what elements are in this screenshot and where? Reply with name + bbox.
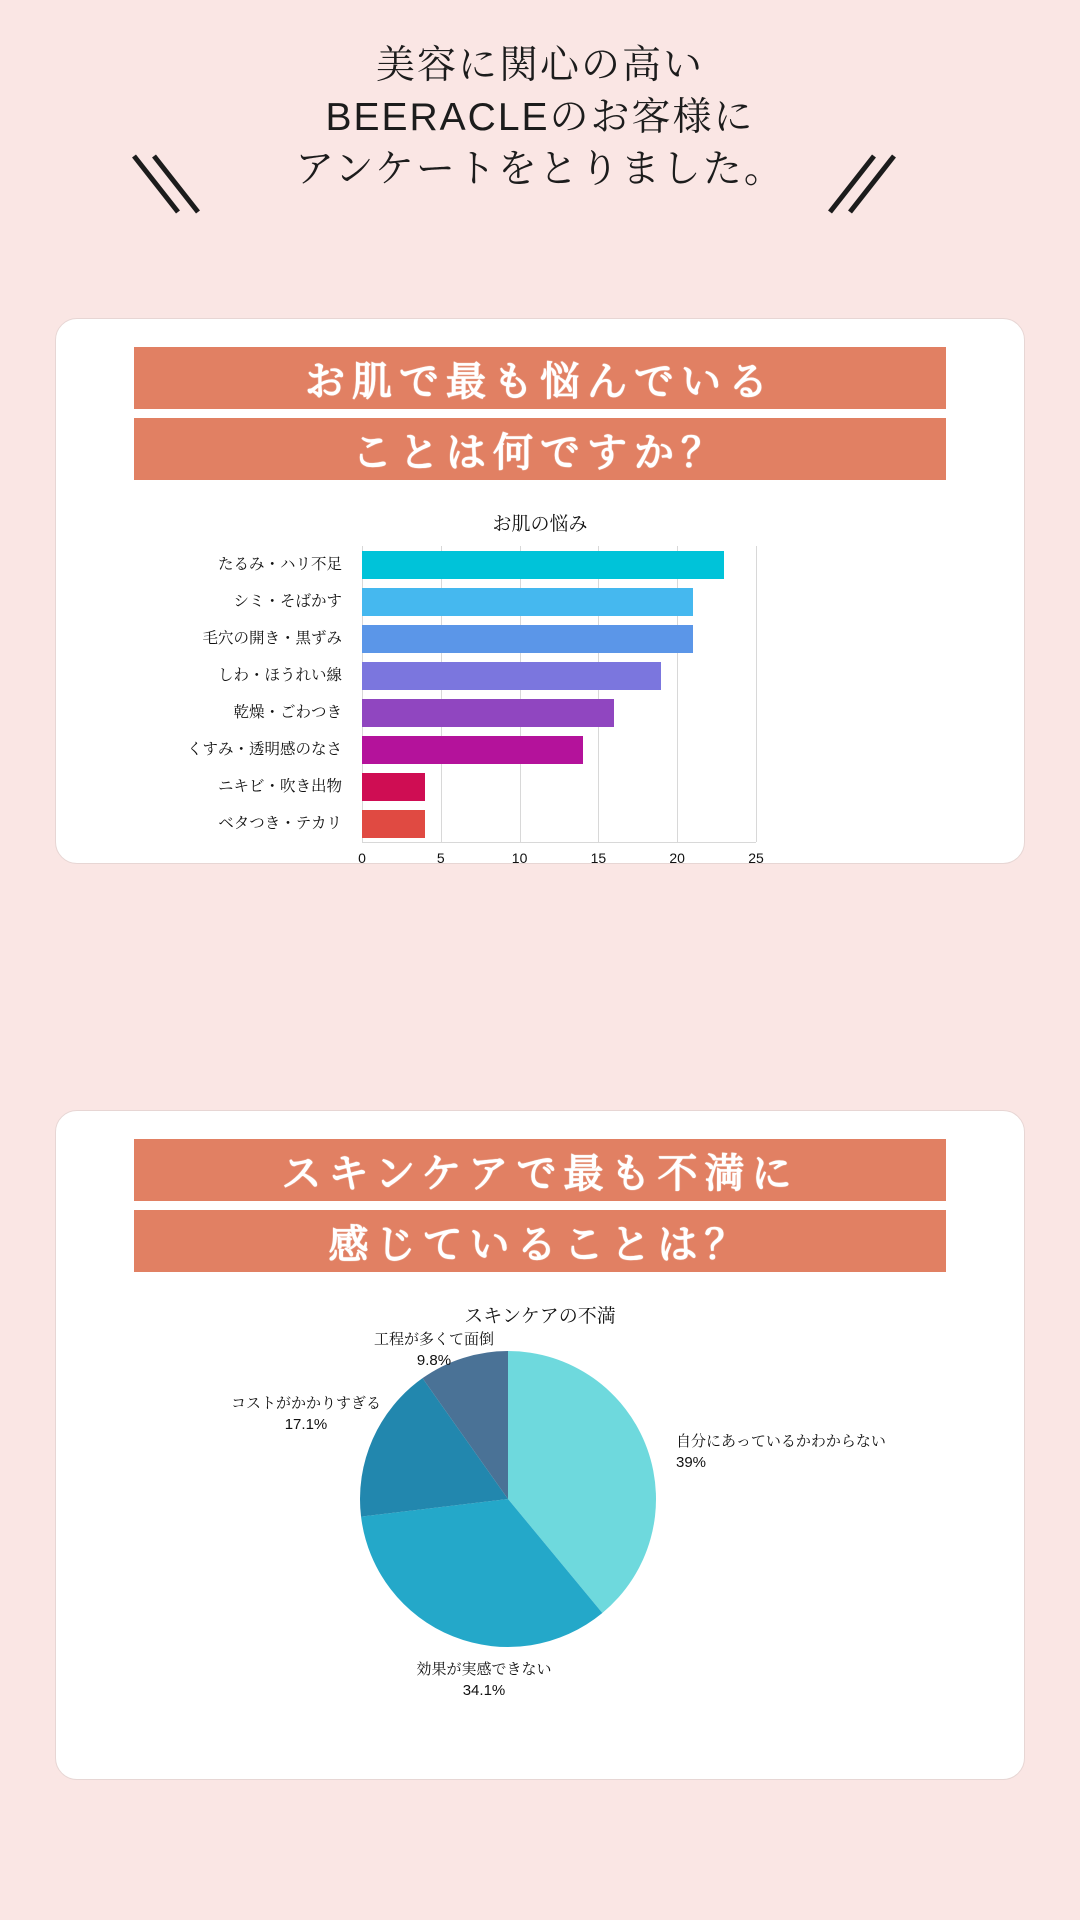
bar-chart-title: お肌の悩み	[492, 514, 588, 535]
pie-label-name: コストがかかりすぎる	[230, 1395, 381, 1412]
bar-chart	[56, 534, 1026, 894]
bar-category-label: シミ・そばかす	[233, 592, 342, 610]
bar-rect	[362, 699, 614, 727]
bar-chart-gridline	[756, 546, 757, 842]
banner-line-1: スキンケアで最も不満に	[134, 1139, 946, 1201]
bar-chart-xtick-label: 25	[748, 850, 764, 866]
bar-chart-xtick-label: 15	[590, 850, 607, 866]
pie-label-name: 効果が実感できない	[416, 1661, 552, 1678]
bar-chart-axis	[362, 842, 756, 843]
bar-rect	[362, 625, 693, 653]
slash-decoration-left-icon	[130, 150, 200, 220]
bar-category-label: ベタつき・テカリ	[218, 814, 342, 832]
pie-label-percent: 39%	[676, 1454, 707, 1471]
pie-label-name: 工程が多くて面倒	[373, 1331, 494, 1348]
pie-label-name: 自分にあっているかわからない	[676, 1433, 886, 1450]
pie-label-percent: 9.8%	[416, 1352, 452, 1369]
bar-chart-xtick-label: 0	[358, 850, 366, 866]
pie-slice-label	[676, 1431, 886, 1473]
header-line-1: 美容に関心の高い	[375, 44, 704, 87]
header-line-3: アンケートをとりました。	[295, 148, 785, 191]
bar-rect	[362, 588, 693, 616]
banner-line-2: ことは何ですか？	[134, 418, 946, 480]
slash-decoration-right-icon	[828, 150, 898, 220]
bar-category-label: ニキビ・吹き出物	[217, 777, 342, 795]
bar-rect	[362, 662, 661, 690]
pie-slice-label	[324, 1659, 644, 1701]
pie-slice-label	[196, 1393, 416, 1435]
banner-skincare-dissatisfaction	[134, 1139, 946, 1281]
bar-chart-xtick-label: 10	[511, 850, 528, 866]
bar-rect	[362, 810, 425, 838]
bar-chart-xtick-label: 5	[436, 850, 445, 866]
bar-category-label: しわ・ほうれい線	[217, 666, 342, 684]
bar-category-label: たるみ・ハリ不足	[217, 555, 342, 573]
pie-label-percent: 34.1%	[462, 1682, 506, 1699]
bar-category-label: 毛穴の開き・黒ずみ	[202, 629, 342, 647]
bar-chart-xtick-label: 20	[669, 850, 685, 866]
bar-rect	[362, 551, 724, 579]
header-line-2: BEERACLEのお客様に	[325, 96, 755, 139]
bar-rect	[362, 736, 583, 764]
bar-rect	[362, 773, 425, 801]
card-skin-concerns	[55, 318, 1025, 864]
banner-line-1: お肌で最も悩んでいる	[134, 347, 946, 409]
banner-line-2: 感じていることは？	[134, 1210, 946, 1272]
pie-label-percent: 17.1%	[284, 1416, 328, 1433]
banner-skin-concerns	[134, 347, 946, 489]
bar-category-label: 乾燥・ごわつき	[233, 703, 342, 721]
card-skincare-dissatisfaction	[55, 1110, 1025, 1780]
pie-chart-title: スキンケアの不満	[464, 1306, 616, 1327]
pie-slice-label	[324, 1329, 544, 1371]
bar-category-label: くすみ・透明感のなさ	[186, 740, 342, 758]
pie-chart	[56, 1321, 1026, 1761]
